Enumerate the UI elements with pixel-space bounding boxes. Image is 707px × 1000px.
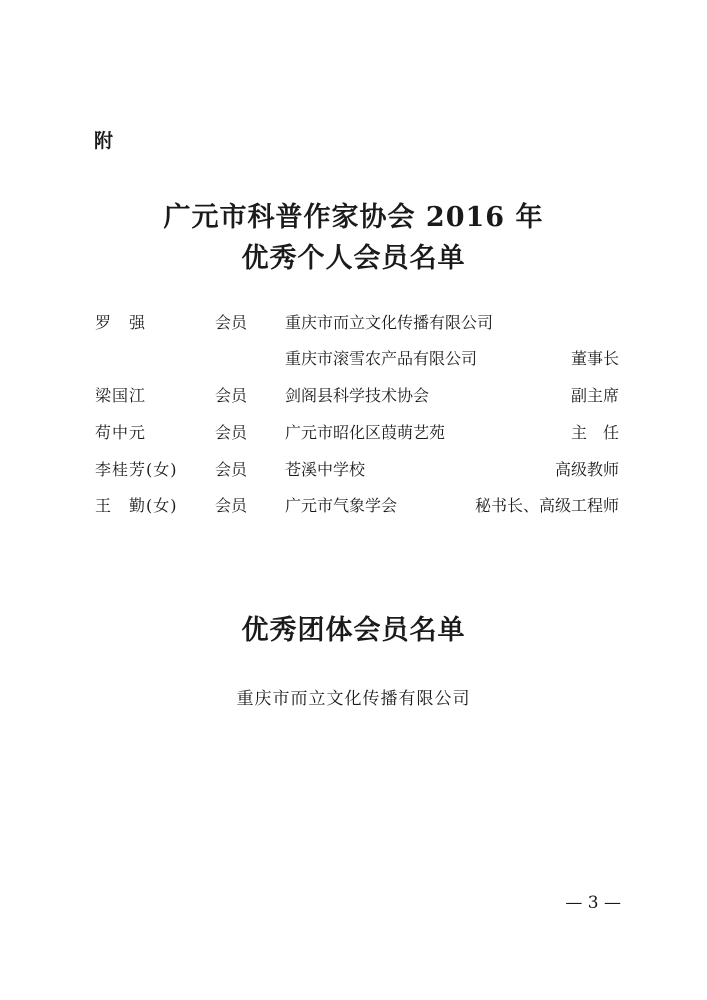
member-row [0,421,707,445]
attachment-label: 附 [94,130,114,152]
member-position: 副主席 [570,386,619,405]
member-position: 董事长 [570,349,619,368]
member-name: 李桂芳(女) [95,460,178,479]
member-organization: 苍溪中学校 [285,460,366,479]
member-position: 主 任 [570,423,619,442]
member-name: 苟中元 [95,423,147,442]
member-organization: 剑阁县科学技术协会 [285,386,430,405]
member-role: 会员 [215,313,248,332]
member-organization: 重庆市而立文化传播有限公司 [285,313,494,332]
member-row [0,311,707,335]
member-organization: 广元市气象学会 [285,496,398,515]
member-role: 会员 [215,496,248,515]
group-title: 优秀团体会员名单 [241,615,466,646]
member-position: 秘书长、高级工程师 [474,496,619,515]
member-row [0,458,707,482]
page-number: — 3 — [565,893,621,913]
member-organization: 重庆市滚雪农产品有限公司 [285,349,478,368]
member-row [0,347,707,371]
member-row [0,384,707,408]
member-role: 会员 [215,423,248,442]
member-name: 王 勤(女) [95,496,178,515]
member-role: 会员 [215,460,248,479]
member-name: 梁国江 [95,386,147,405]
title-line-1: 广元市科普作家协会 2016 年 [163,202,544,233]
group-member-item: 重庆市而立文化传播有限公司 [236,689,471,709]
member-name: 罗 强 [95,313,147,332]
member-position: 高级教师 [554,460,619,479]
member-role: 会员 [215,386,248,405]
member-row [0,494,707,518]
member-organization: 广元市昭化区葭萌艺苑 [285,423,446,442]
title-line-2: 优秀个人会员名单 [241,243,466,274]
